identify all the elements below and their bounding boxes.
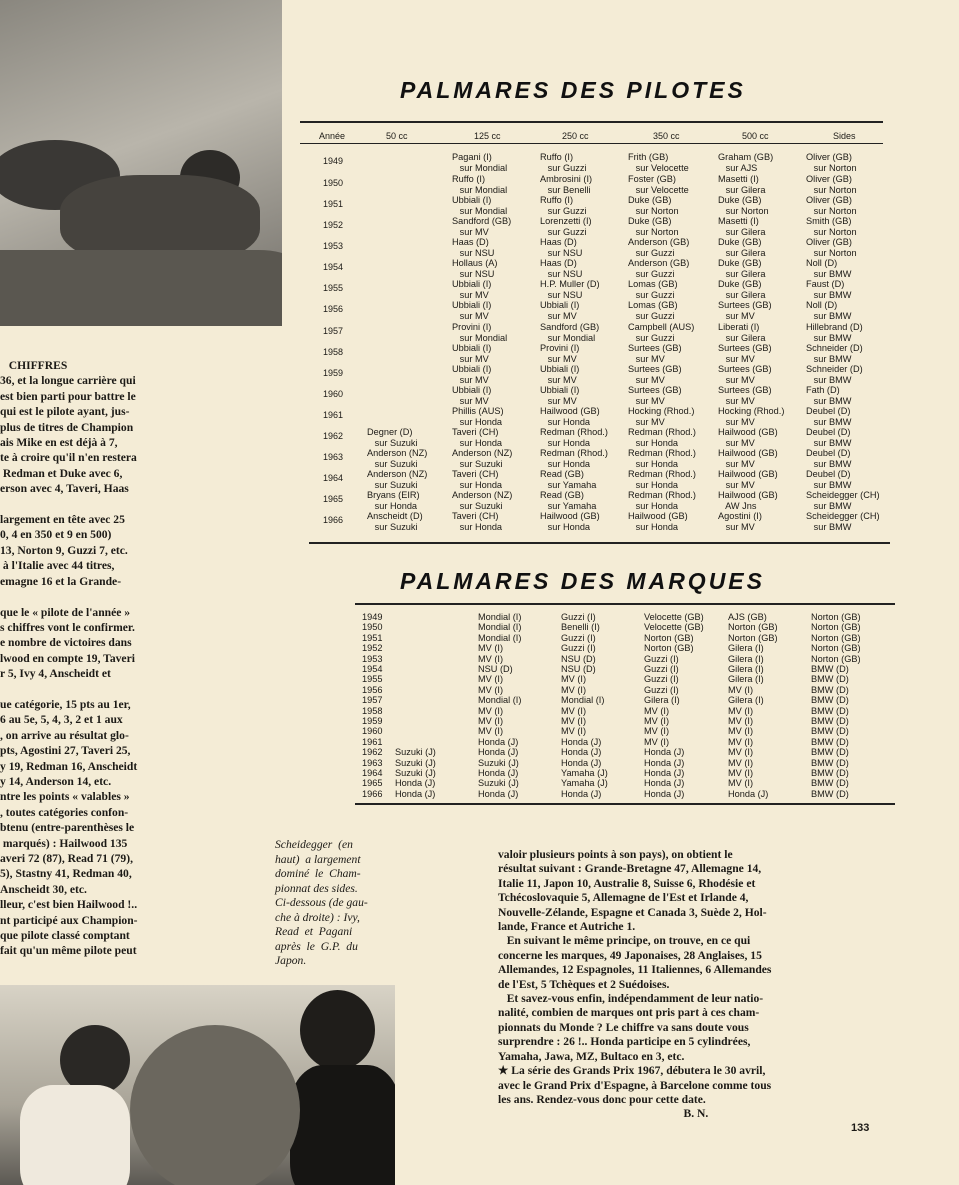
marques-cell: Gilera (I) xyxy=(728,643,764,654)
podium-photo xyxy=(0,985,395,1185)
marques-cell: Honda (J) xyxy=(478,736,519,747)
marques-cell: MV (I) xyxy=(728,684,754,695)
pilotes-year: 1957 xyxy=(323,326,344,336)
marques-cell: Gilera (I) xyxy=(728,653,764,664)
pilotes-cell: Read (GB) sur Yamaha xyxy=(540,469,597,490)
pilotes-year: 1951 xyxy=(323,199,344,209)
pilotes-year: 1966 xyxy=(323,515,344,525)
page-number: 133 xyxy=(851,1122,870,1134)
pilotes-cell: Oliver (GB) sur Norton xyxy=(806,152,857,173)
marques-cell: Honda (J) xyxy=(644,768,685,778)
pilotes-year: 1954 xyxy=(323,262,344,272)
marques-cell: Norton (GB) xyxy=(811,622,861,633)
pilotes-cell: Frith (GB) sur Velocette xyxy=(628,152,689,173)
marques-cell: MV (I) xyxy=(644,726,670,737)
pilotes-cell: Ubbiali (I) sur MV xyxy=(452,343,492,364)
pilotes-cell: Surtees (GB) sur MV xyxy=(628,343,682,364)
marques-cell: BMW (D) xyxy=(811,757,849,768)
marques-year: 1962 xyxy=(362,747,383,758)
marques-cell: BMW (D) xyxy=(811,726,849,737)
pilotes-cell: Duke (GB) sur Gilera xyxy=(718,279,766,300)
marques-cell: Velocette (GB) xyxy=(644,612,704,622)
header-rule xyxy=(300,143,883,144)
marques-cell: BMW (D) xyxy=(811,778,849,789)
article-body: valoir plusieurs points à son pays), on obtient le résultat suivant : Grande-Bretagne 47, Allemagne 14, Italie 11, Japon 10, Australie 8, Suisse 6, Rhodésie et Tchécoslovaquie 5, Allemagne de l'Est et Irlande 4, Nouvelle-Zélande, Espagne et Canada 3, Suède 2, Hol- lande, France et Autriche 1. En suivant le même principe, on trouve, en ce qui concerne les marques, 49 Japonaises, 28 Anglaises, 15 Allemandes, 12 Espagnoles, 11 Italiennes, 6 Allemandes de l'Est, 5 Tchèques et 2 Suédoises. Et savez-vous enfin, indépendamment de leur natio- nalité, combien de marques ont pris part à ces cham- pionnats du Monde ? Le chiffre va sans doute vous surprendre : 26 !.. Honda participe en 5 cylindrées, Yamaha, Jawa, MZ, Bultaco en 3, etc. ★ La série des Grands Prix 1967, débutera le 30 avril, avec le Grand Prix d'Espagne, à Barcelone comme tous les ans. Rendez-vous donc pour cette date. B. N. xyxy=(498,848,772,1121)
marques-cell: Guzzi (I) xyxy=(561,632,596,643)
pilotes-year: 1961 xyxy=(323,410,344,420)
pilotes-year: 1950 xyxy=(323,178,344,188)
marques-cell: Suzuki (J) xyxy=(395,768,436,778)
marques-cell: MV (I) xyxy=(644,736,670,747)
pilotes-cell: Anderson (NZ) sur Suzuki xyxy=(452,448,513,469)
marques-cell: MV (I) xyxy=(728,716,754,726)
marques-cell: Gilera (I) xyxy=(728,695,764,706)
marques-cell: MV (I) xyxy=(478,674,504,685)
marques-cell: MV (I) xyxy=(478,684,504,695)
marques-cell: Guzzi (I) xyxy=(644,674,679,685)
header-50cc: 50 cc xyxy=(386,131,408,141)
pilotes-cell: Anderson (GB) sur Guzzi xyxy=(628,258,690,279)
pilotes-cell: Lomas (GB) sur Guzzi xyxy=(628,279,678,300)
pilotes-year: 1956 xyxy=(323,304,344,314)
pilotes-cell: Hailwood (GB) AW Jns xyxy=(718,490,778,511)
pilotes-cell: Scheidegger (CH) sur BMW xyxy=(806,511,880,532)
pilotes-cell: Provini (I) sur MV xyxy=(540,343,580,364)
marques-cell: MV (I) xyxy=(728,768,754,778)
marques-cell: Honda (J) xyxy=(561,747,602,758)
marques-cell: Guzzi (I) xyxy=(644,664,679,674)
pilotes-cell: Bryans (EIR) sur Honda xyxy=(367,490,420,511)
marques-cell: Norton (GB) xyxy=(811,643,861,654)
marques-cell: Norton (GB) xyxy=(811,653,861,664)
pilotes-cell: Agostini (I) sur MV xyxy=(718,511,762,532)
pilotes-cell: Ruffo (I) sur Mondial xyxy=(452,174,508,195)
pilotes-cell: Deubel (D) sur BMW xyxy=(806,427,852,448)
pilotes-year: 1949 xyxy=(323,156,344,166)
marques-cell: Guzzi (I) xyxy=(644,653,679,664)
pilotes-cell: Graham (GB) sur AJS xyxy=(718,152,774,173)
marques-cell: Honda (J) xyxy=(561,788,602,799)
marques-year: 1951 xyxy=(362,632,383,643)
pilotes-year: 1952 xyxy=(323,220,344,230)
marques-cell: Honda (J) xyxy=(644,757,685,768)
pilotes-cell: Haas (D) sur NSU xyxy=(452,237,495,258)
marques-cell: MV (I) xyxy=(644,716,670,726)
marques-cell: Honda (J) xyxy=(478,747,519,758)
marques-year: 1950 xyxy=(362,622,383,633)
header-annee: Année xyxy=(319,131,346,141)
marques-year: 1949 xyxy=(362,612,383,622)
marques-year: 1952 xyxy=(362,643,383,654)
pilotes-year: 1964 xyxy=(323,473,344,483)
marques-cell: Norton (GB) xyxy=(644,643,694,654)
marques-cell: MV (I) xyxy=(561,726,587,737)
pilotes-cell: Ubbiali (I) sur MV xyxy=(452,385,492,406)
marques-cell: MV (I) xyxy=(478,716,504,726)
marques-cell: MV (I) xyxy=(728,747,754,758)
pilotes-cell: Redman (Rhod.) sur Honda xyxy=(628,427,696,448)
pilotes-cell: Surtees (GB) sur MV xyxy=(628,385,682,406)
marques-cell: BMW (D) xyxy=(811,695,849,706)
marques-cell: NSU (D) xyxy=(478,664,513,674)
marques-cell: BMW (D) xyxy=(811,788,849,799)
marques-cell: Norton (GB) xyxy=(728,622,778,633)
pilotes-cell: Masetti (I) sur Gilera xyxy=(718,216,766,237)
pilotes-cell: Ubbiali (I) sur MV xyxy=(540,385,580,406)
marques-cell: Gilera (I) xyxy=(728,674,764,685)
marques-cell: MV (I) xyxy=(644,705,670,716)
pilotes-cell: Hailwood (GB) sur MV xyxy=(718,469,778,490)
pilotes-cell: Anderson (GB) sur Guzzi xyxy=(628,237,690,258)
pilotes-cell: Redman (Rhod.) sur Honda xyxy=(540,448,608,469)
pilotes-cell: Ubbiali (I) sur Mondial xyxy=(452,195,508,216)
marques-year: 1957 xyxy=(362,695,383,706)
pilotes-cell: Duke (GB) sur Gilera xyxy=(718,258,766,279)
marques-cell: Suzuki (J) xyxy=(478,757,519,768)
pilotes-cell: Deubel (D) sur BMW xyxy=(806,448,852,469)
pilotes-cell: Hillebrand (D) sur BMW xyxy=(806,322,863,343)
pilotes-year: 1960 xyxy=(323,389,344,399)
pilotes-cell: Ubbiali (I) sur MV xyxy=(540,300,580,321)
pilotes-year: 1953 xyxy=(323,241,344,251)
header-500cc: 500 cc xyxy=(742,131,769,141)
marques-cell: MV (I) xyxy=(728,726,754,737)
marques-cell: BMW (D) xyxy=(811,768,849,778)
pilotes-year: 1958 xyxy=(323,347,344,357)
pilotes-cell: Haas (D) sur NSU xyxy=(540,237,583,258)
marques-cell: MV (I) xyxy=(728,736,754,747)
marques-cell: MV (I) xyxy=(728,757,754,768)
marques-cell: Norton (GB) xyxy=(811,632,861,643)
marques-cell: Suzuki (J) xyxy=(478,778,519,789)
pilotes-cell: Campbell (AUS) sur Guzzi xyxy=(628,322,695,343)
pilotes-cell: Pagani (I) sur Mondial xyxy=(452,152,508,173)
pilotes-cell: Phillis (AUS) sur Honda xyxy=(452,406,504,427)
marques-cell: Gilera (I) xyxy=(644,695,680,706)
marques-cell: BMW (D) xyxy=(811,736,849,747)
pilotes-cell: Surtees (GB) sur MV xyxy=(628,364,682,385)
pilotes-cell: Duke (GB) sur Gilera xyxy=(718,237,766,258)
pilotes-cell: Liberati (I) sur Gilera xyxy=(718,322,766,343)
pilotes-year: 1965 xyxy=(323,494,344,504)
marques-cell: MV (I) xyxy=(478,643,504,654)
marques-cell: MV (I) xyxy=(561,684,587,695)
marques-cell: Guzzi (I) xyxy=(561,643,596,654)
marques-cell: BMW (D) xyxy=(811,674,849,685)
marques-cell: MV (I) xyxy=(478,726,504,737)
marques-top-rule xyxy=(355,603,895,605)
marques-cell: Honda (J) xyxy=(478,768,519,778)
photo-caption: Scheidegger (en haut) a largement dominé le Cham- pionnat des sides. Ci-dessous (de gau- che à droite) : Ivy, Read et Pagani après le G.P. du Japon. xyxy=(275,838,368,967)
header-sides: Sides xyxy=(833,131,856,141)
marques-cell: Honda (J) xyxy=(644,778,685,789)
pilotes-cell: Hailwood (GB) sur Honda xyxy=(540,511,600,532)
marques-cell: BMW (D) xyxy=(811,716,849,726)
pilotes-cell: Oliver (GB) sur Norton xyxy=(806,195,857,216)
marques-cell: BMW (D) xyxy=(811,747,849,758)
marques-cell: Mondial (I) xyxy=(478,612,522,622)
pilotes-year: 1955 xyxy=(323,283,344,293)
marques-cell: Honda (J) xyxy=(395,788,436,799)
pilotes-cell: Deubel (D) sur BMW xyxy=(806,469,852,490)
pilotes-cell: Oliver (GB) sur Norton xyxy=(806,237,857,258)
pilotes-cell: Taveri (CH) sur Honda xyxy=(452,511,503,532)
pilotes-cell: Lomas (GB) sur Guzzi xyxy=(628,300,678,321)
pilotes-cell: Ubbiali (I) sur MV xyxy=(452,300,492,321)
pilotes-cell: Ubbiali (I) sur MV xyxy=(452,364,492,385)
header-125cc: 125 cc xyxy=(474,131,501,141)
pilotes-cell: Taveri (CH) sur Honda xyxy=(452,427,503,448)
pilotes-cell: H.P. Muller (D) sur NSU xyxy=(540,279,600,300)
marques-year: 1964 xyxy=(362,768,383,778)
pilotes-cell: Redman (Rhod.) sur Honda xyxy=(628,448,696,469)
pilotes-cell: Masetti (I) sur Gilera xyxy=(718,174,766,195)
pilotes-cell: Surtees (GB) sur MV xyxy=(718,364,772,385)
pilotes-cell: Surtees (GB) sur MV xyxy=(718,343,772,364)
pilotes-cell: Hocking (Rhod.) sur MV xyxy=(718,406,785,427)
sidecar-photo xyxy=(0,0,282,326)
pilotes-cell: Fath (D) sur BMW xyxy=(806,385,852,406)
pilotes-cell: Sandford (GB) sur Mondial xyxy=(540,322,600,343)
marques-cell: Velocette (GB) xyxy=(644,622,704,633)
pilotes-cell: Provini (I) sur Mondial xyxy=(452,322,508,343)
pilotes-cell: Taveri (CH) sur Honda xyxy=(452,469,503,490)
marques-year: 1958 xyxy=(362,705,383,716)
pilotes-cell: Anderson (NZ) sur Suzuki xyxy=(452,490,513,511)
marques-cell: Gilera (I) xyxy=(728,664,764,674)
pilotes-top-rule xyxy=(300,121,883,123)
pilotes-year: 1963 xyxy=(323,452,344,462)
marques-year: 1965 xyxy=(362,778,383,789)
marques-cell: Suzuki (J) xyxy=(395,757,436,768)
pilotes-cell: Duke (GB) sur Norton xyxy=(718,195,769,216)
pilotes-cell: Ubbiali (I) sur MV xyxy=(540,364,580,385)
marques-year: 1955 xyxy=(362,674,383,685)
marques-cell: BMW (D) xyxy=(811,705,849,716)
marques-cell: Norton (GB) xyxy=(644,632,694,643)
marques-cell: Norton (GB) xyxy=(811,612,861,622)
marques-cell: BMW (D) xyxy=(811,664,849,674)
pilotes-cell: Surtees (GB) sur MV xyxy=(718,385,772,406)
pilotes-cell: Foster (GB) sur Velocette xyxy=(628,174,689,195)
pilotes-title: PALMARES DES PILOTES xyxy=(400,77,746,103)
marques-year: 1956 xyxy=(362,684,383,695)
pilotes-cell: Faust (D) sur BMW xyxy=(806,279,852,300)
marques-cell: Suzuki (J) xyxy=(395,747,436,758)
pilotes-cell: Smith (GB) sur Norton xyxy=(806,216,857,237)
pilotes-year: 1962 xyxy=(323,431,344,441)
pilotes-cell: Hailwood (GB) sur MV xyxy=(718,427,778,448)
marques-cell: Mondial (I) xyxy=(561,695,605,706)
pilotes-cell: Anderson (NZ) sur Suzuki xyxy=(367,469,428,490)
marques-cell: BMW (D) xyxy=(811,684,849,695)
header-350cc: 350 cc xyxy=(653,131,680,141)
pilotes-cell: Anderson (NZ) sur Suzuki xyxy=(367,448,428,469)
pilotes-cell: Schneider (D) sur BMW xyxy=(806,364,863,385)
pilotes-cell: Duke (GB) sur Norton xyxy=(628,195,679,216)
marques-cell: Honda (J) xyxy=(644,747,685,758)
pilotes-cell: Ruffo (I) sur Guzzi xyxy=(540,195,587,216)
pilotes-cell: Hailwood (GB) sur MV xyxy=(718,448,778,469)
pilotes-cell: Schneider (D) sur BMW xyxy=(806,343,863,364)
pilotes-year: 1959 xyxy=(323,368,344,378)
marques-cell: NSU (D) xyxy=(561,653,596,664)
pilotes-cell: Ubbiali (I) sur MV xyxy=(452,279,492,300)
pilotes-bottom-rule xyxy=(309,542,890,544)
marques-cell: MV (I) xyxy=(561,674,587,685)
marques-year: 1963 xyxy=(362,757,383,768)
marques-cell: Honda (J) xyxy=(395,778,436,789)
marques-cell: Yamaha (J) xyxy=(561,778,608,789)
marques-cell: Honda (J) xyxy=(728,788,769,799)
pilotes-cell: Deubel (D) sur BMW xyxy=(806,406,852,427)
left-column-text: CHIFFRES 36, et la longue carrière qui est bien parti pour battre le qui est le pilote ayant, jus- plus de titres de Champion ais Mike en est déjà à 7, te à croire qu'il n'en restera Redman et Duke avec 6, erson avec 4, Taveri, Haas largement en tête avec 25 0, 4 en 350 et 9 en 500) 13, Norton 9, Guzzi 7, etc. à l'Italie avec 44 titres, emagne 16 et la Grande- que le « pilote de l'année » s chiffres vont le confirmer. e nombre de victoires dans lwood en compte 19, Taveri r 5, Ivy 4, Anscheidt et ue catégorie, 15 pts au 1er, 6 au 5e, 5, 4, 3, 2 et 1 aux , on arrive au résultat glo- pts, Agostini 27, Taveri 25, y 19, Redman 16, Anscheidt y 14, Anderson 14, etc. ntre les points « valables » , toutes catégories confon- btenu (entre-parenthèses le marqués) : Hailwood 135 averi 72 (87), Read 71 (79), 5), Stastny 41, Redman 40, Anscheidt 30, etc. lleur, c'est bien Hailwood !.. nt participé aux Champion- que pilote classé comptant fait qu'un même pilote peut xyxy=(0,359,138,958)
marques-cell: NSU (D) xyxy=(561,664,596,674)
marques-cell: MV (I) xyxy=(728,778,754,789)
pilotes-cell: Redman (Rhod.) sur Honda xyxy=(628,490,696,511)
pilotes-cell: Surtees (GB) sur MV xyxy=(718,300,772,321)
pilotes-cell: Hailwood (GB) sur Honda xyxy=(628,511,688,532)
marques-cell: Yamaha (J) xyxy=(561,768,608,778)
marques-cell: Honda (J) xyxy=(644,788,685,799)
pilotes-cell: Scheidegger (CH) sur BMW xyxy=(806,490,880,511)
marques-cell: MV (I) xyxy=(478,705,504,716)
pilotes-cell: Hocking (Rhod.) sur MV xyxy=(628,406,695,427)
marques-title: PALMARES DES MARQUES xyxy=(400,568,765,594)
marques-cell: Mondial (I) xyxy=(478,632,522,643)
marques-cell: MV (I) xyxy=(728,705,754,716)
marques-cell: Honda (J) xyxy=(478,788,519,799)
marques-cell: MV (I) xyxy=(561,716,587,726)
pilotes-cell: Noll (D) sur BMW xyxy=(806,258,852,279)
pilotes-cell: Read (GB) sur Yamaha xyxy=(540,490,597,511)
marques-cell: Norton (GB) xyxy=(728,632,778,643)
marques-year: 1959 xyxy=(362,716,383,726)
pilotes-cell: Hollaus (A) sur NSU xyxy=(452,258,498,279)
pilotes-cell: Noll (D) sur BMW xyxy=(806,300,852,321)
marques-year: 1961 xyxy=(362,736,383,747)
marques-cell: Guzzi (I) xyxy=(561,612,596,622)
pilotes-cell: Degner (D) sur Suzuki xyxy=(367,427,418,448)
marques-cell: AJS (GB) xyxy=(728,612,767,622)
marques-cell: MV (I) xyxy=(478,653,504,664)
marques-year: 1954 xyxy=(362,664,383,674)
pilotes-cell: Redman (Rhod.) sur Honda xyxy=(628,469,696,490)
pilotes-cell: Haas (D) sur NSU xyxy=(540,258,583,279)
marques-cell: Guzzi (I) xyxy=(644,684,679,695)
pilotes-cell: Oliver (GB) sur Norton xyxy=(806,174,857,195)
marques-cell: Mondial (I) xyxy=(478,622,522,633)
marques-cell: Mondial (I) xyxy=(478,695,522,706)
marques-cell: Benelli (I) xyxy=(561,622,600,633)
pilotes-cell: Ambrosini (I) sur Benelli xyxy=(540,174,593,195)
marques-bottom-rule xyxy=(355,803,895,805)
header-250cc: 250 cc xyxy=(562,131,589,141)
marques-year: 1953 xyxy=(362,653,383,664)
marques-cell: Honda (J) xyxy=(561,757,602,768)
pilotes-cell: Lorenzetti (I) sur Guzzi xyxy=(540,216,592,237)
marques-year: 1960 xyxy=(362,726,383,737)
pilotes-cell: Redman (Rhod.) sur Honda xyxy=(540,427,608,448)
marques-year: 1966 xyxy=(362,788,383,799)
pilotes-cell: Ruffo (I) sur Guzzi xyxy=(540,152,587,173)
marques-cell: MV (I) xyxy=(561,705,587,716)
pilotes-cell: Sandford (GB) sur MV xyxy=(452,216,512,237)
pilotes-cell: Hailwood (GB) sur Honda xyxy=(540,406,600,427)
pilotes-cell: Anscheidt (D) sur Suzuki xyxy=(367,511,423,532)
pilotes-cell: Duke (GB) sur Norton xyxy=(628,216,679,237)
marques-cell: Honda (J) xyxy=(561,736,602,747)
